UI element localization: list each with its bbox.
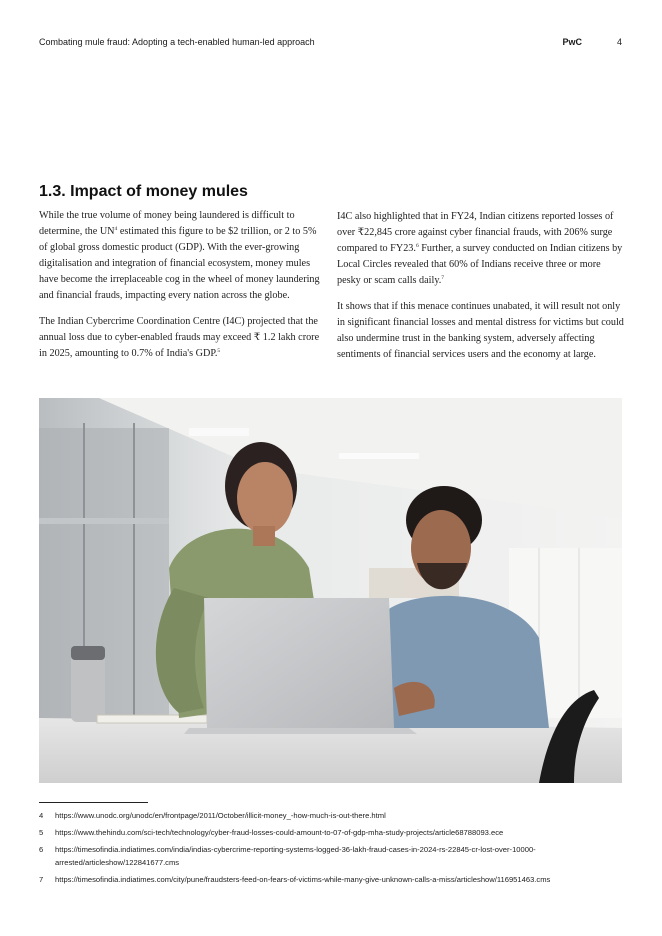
footnote-ref-5[interactable]: 5 bbox=[217, 348, 221, 354]
right-column bbox=[337, 209, 625, 373]
footnote-link[interactable]: https://timesofindia.indiatimes.com/india/indias-cybercrime-reporting-systems-logged-36-lakh-fraud-cases-in-2024-rs-22845-cr-lost-over-10000-arrested/articleshow/122841677.cms bbox=[55, 845, 536, 867]
footnote-ref-4[interactable]: 4 bbox=[114, 226, 118, 232]
page-header bbox=[39, 37, 622, 51]
brand-name: PwC bbox=[562, 37, 582, 47]
footnote-ref-6[interactable]: 6 bbox=[415, 243, 419, 249]
right-paragraph-1: I4C also highlighted that in FY24, Indian citizens reported losses of over ₹22,845 crore against cyber financial frauds, with 206% surge compared to FY23.$^6$ Further, a survey conducted on Indian citizens by Local Circles revealed that 60% of Indians receive three or more pesky or scam calls daily.$^7$ bbox=[337, 211, 623, 286]
footnote-ref-7[interactable]: 7 bbox=[441, 275, 445, 281]
left-paragraph-2: The Indian Cybercrime Coordination Centre (I4C) projected that the annual loss due to cyber-enabled frauds may exceed ₹ 1.2 lakh crore in 2025, amounting to 0.7% of India's GDP.$^5$ bbox=[39, 316, 320, 359]
footnote-link[interactable]: https://www.unodc.org/unodc/en/frontpage/2011/October/illicit-money_-how-much-is-out-there.html bbox=[55, 811, 386, 820]
right-paragraph-2: It shows that if this menace continues unabated, it will result not only in significant financial losses and mental distress for victims but could also undermine trust in the banking system, adversely affecting sentiments of financial services users and the economy at large. bbox=[337, 301, 624, 360]
page-number: 4 bbox=[616, 37, 622, 47]
section-heading: 1.3. Impact of money mules bbox=[39, 183, 248, 200]
footnote-link[interactable]: https://www.thehindu.com/sci-tech/technology/cyber-fraud-losses-could-amount-to-07-of-gdp-mha-study-projects/article68788093.ece bbox=[55, 828, 504, 837]
left-column bbox=[39, 208, 324, 372]
photo-illustration bbox=[39, 398, 622, 783]
document-title: Combating mule fraud: Adopting a tech-enabled human-led approach bbox=[39, 37, 315, 47]
office-photo bbox=[39, 398, 622, 783]
footnote-link[interactable]: https://timesofindia.indiatimes.com/city/pune/fraudsters-feed-on-fears-of-victims-while-many-give-unknown-calls-a-miss/articleshow/116951463.cms bbox=[55, 875, 551, 884]
left-paragraph-1: While the true volume of money being laundered is difficult to determine, the $UN^4$ estimated this figure to be $2 trillion, or 2 to 5% of global gross domestic product (GDP). With the ever-growing digitalisation and integration of financial ecosystem, money mules have become the irreplaceable cog in the wheel of money laundering and financial frauds, impacting every nation across the globe. bbox=[39, 210, 320, 301]
footnote-divider bbox=[39, 802, 148, 803]
